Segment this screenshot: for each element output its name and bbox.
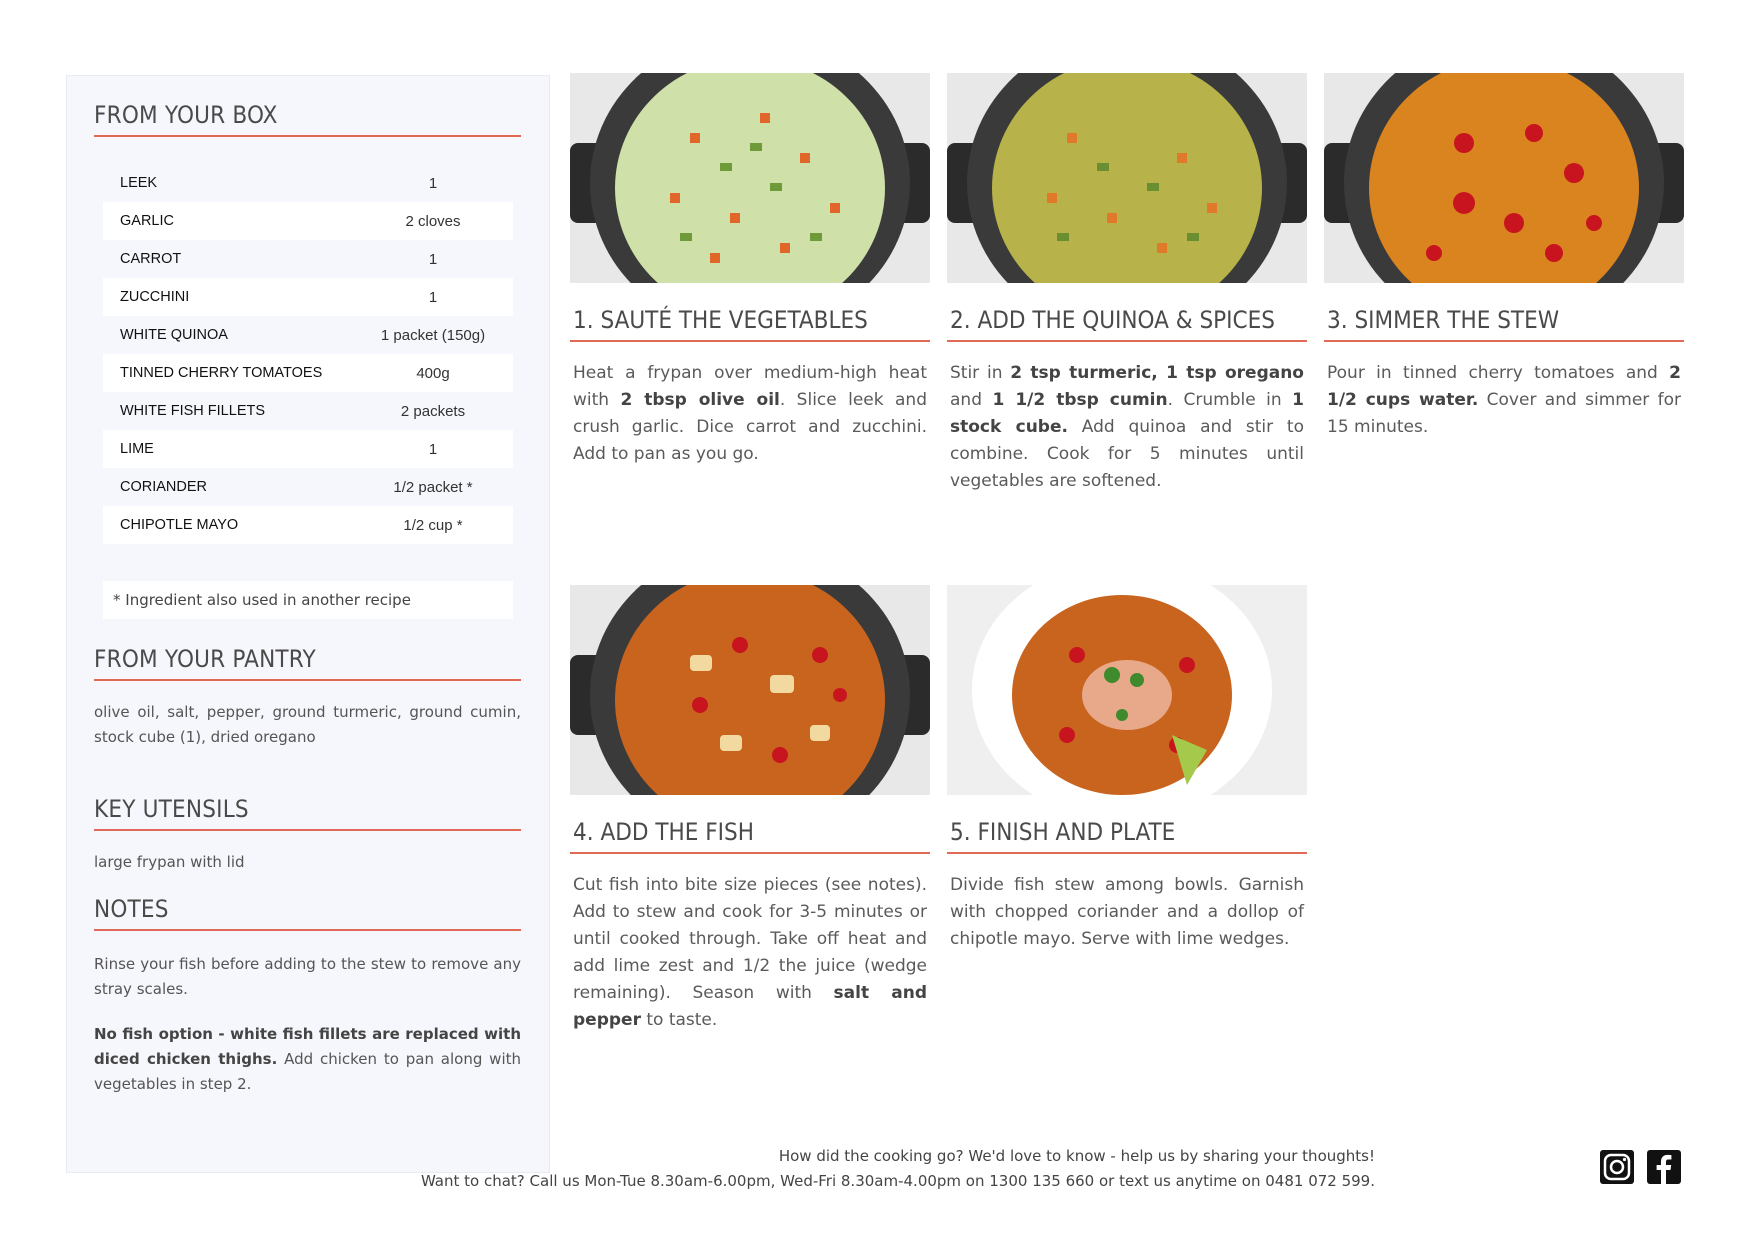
ingredient-name: CHIPOTLE MAYO [120, 517, 239, 533]
no-fish-option-text [94, 1022, 521, 1097]
step-text-bold: 2 tbsp olive oil [620, 390, 780, 410]
step-2-text [947, 360, 1307, 495]
ingredients-sidebar [66, 75, 550, 1173]
step-text-part: Pour in tinned cherry tomatoes and [1327, 363, 1670, 383]
ingredient-name: TINNED CHERRY TOMATOES [120, 365, 323, 381]
ingredient-qty: 2 packets [400, 402, 466, 420]
ingredient-qty: 1 [428, 250, 438, 268]
ingredient-row [103, 468, 513, 506]
step-3-text [1324, 360, 1684, 441]
facebook-icon[interactable] [1647, 1150, 1681, 1184]
ingredient-name: LEEK [120, 175, 158, 191]
step-5-photo [947, 585, 1307, 795]
step-2 [947, 73, 1307, 495]
step-4 [570, 585, 930, 1034]
step-text-part: Divide fish stew among bowls. Garnish with chopped coriander and a dollop of chipotle mayo. Serve with lime wedges. [950, 875, 1304, 949]
ingredient-row [103, 316, 513, 354]
ingredient-qty: 400g [416, 364, 450, 382]
ingredient-qty: 1/2 cup * [403, 516, 463, 534]
notes-section-title: NOTES [94, 894, 521, 931]
ingredient-row [103, 164, 513, 202]
step-text-part: . Crumble in [1167, 390, 1293, 410]
ingredient-name: CARROT [120, 251, 182, 267]
step-3-title: 3. SIMMER THE STEW [1324, 305, 1684, 342]
ingredient-list [103, 164, 513, 544]
step-4-title: 4. ADD THE FISH [570, 817, 930, 854]
box-section-title: FROM YOUR BOX [94, 100, 521, 137]
ingredient-qty: 2 cloves [405, 212, 461, 230]
step-1-photo [570, 73, 930, 283]
step-text-bold: salt and pepper [573, 983, 927, 1030]
step-text-part: Add quinoa and stir to combine. Cook for 5 minutes until vegetables are softened. [950, 417, 1304, 491]
step-5-title: 5. FINISH AND PLATE [947, 817, 1307, 854]
ingredient-qty: 1 packet (150g) [380, 326, 486, 344]
step-text-bold: 2 tsp turmeric, 1 tsp oregano [1010, 363, 1304, 383]
step-text-part: and [950, 390, 993, 410]
step-text-part: Cut fish into bite size pieces (see notes). Add to stew and cook for 3-5 minutes or until cooked through. Take off heat and add lime zest and 1/2 the juice (wedge remaining). Season with [573, 875, 927, 1003]
ingredient-name: WHITE FISH FILLETS [120, 403, 266, 419]
ingredient-qty: 1 [428, 288, 438, 306]
step-2-title: 2. ADD THE QUINOA & SPICES [947, 305, 1307, 342]
notes-text: Rinse your fish before adding to the stew to remove any stray scales. [94, 955, 521, 998]
ingredient-row [103, 278, 513, 316]
ingredient-qty: 1 [428, 440, 438, 458]
step-4-photo [570, 585, 930, 795]
no-fish-option-bold: No fish option - white fish fillets are replaced with diced chicken thighs. [94, 1025, 521, 1068]
step-text-bold: 1 1/2 tbsp cumin [992, 390, 1168, 410]
ingredient-qty: 1 [428, 174, 438, 192]
step-4-text [570, 872, 930, 1034]
ingredient-name: CORIANDER [120, 479, 208, 495]
instagram-icon[interactable] [1600, 1150, 1634, 1184]
ingredient-row [103, 202, 513, 240]
ingredient-row [103, 240, 513, 278]
pantry-text: olive oil, salt, pepper, ground turmeric, ground cumin, stock cube (1), dried oregano [94, 703, 521, 746]
step-1-text [570, 360, 930, 468]
ingredient-row [103, 506, 513, 544]
utensils-section-title: KEY UTENSILS [94, 794, 521, 831]
step-5 [947, 585, 1307, 953]
ingredient-row [103, 430, 513, 468]
step-text-part: to taste. [640, 1010, 718, 1030]
ingredient-row [103, 354, 513, 392]
step-text-part: Heat a frypan over medium-high heat with [573, 363, 927, 410]
step-2-photo [947, 73, 1307, 283]
shared-ingredient-footnote: * Ingredient also used in another recipe [103, 581, 513, 619]
step-5-text [947, 872, 1307, 953]
step-3-photo [1324, 73, 1684, 283]
ingredient-name: WHITE QUINOA [120, 327, 228, 343]
contact-text: Want to chat? Call us Mon-Tue 8.30am-6.00pm, Wed-Fri 8.30am-4.00pm on 1300 135 660 or text us anytime on 0481 072 599. [420, 1172, 1375, 1190]
ingredient-name: GARLIC [120, 213, 174, 229]
pantry-section-title: FROM YOUR PANTRY [94, 644, 521, 681]
ingredient-qty: 1/2 packet * [393, 478, 473, 496]
ingredient-name: ZUCCHINI [120, 289, 190, 305]
footer [421, 1144, 1375, 1194]
step-text-bold: 1 stock cube. [950, 390, 1305, 437]
no-fish-option-rest: Add chicken to pan along with vegetables in step 2. [94, 1050, 521, 1093]
step-text-part: Stir in [950, 363, 1011, 383]
ingredient-name: LIME [120, 441, 154, 457]
utensils-text: large frypan with lid [94, 853, 245, 871]
step-1 [570, 73, 930, 468]
step-text-part: . Slice leek and crush garlic. Dice carrot and zucchini. Add to pan as you go. [573, 390, 927, 464]
step-text-part: Cover and simmer for 15 minutes. [1327, 390, 1681, 437]
ingredient-row [103, 392, 513, 430]
step-text-bold: 2 1/2 cups water. [1327, 363, 1681, 410]
feedback-text: How did the cooking go? We'd love to know - help us by sharing your thoughts! [778, 1147, 1375, 1165]
step-1-title: 1. SAUTÉ THE VEGETABLES [570, 305, 930, 342]
step-3 [1324, 73, 1684, 441]
